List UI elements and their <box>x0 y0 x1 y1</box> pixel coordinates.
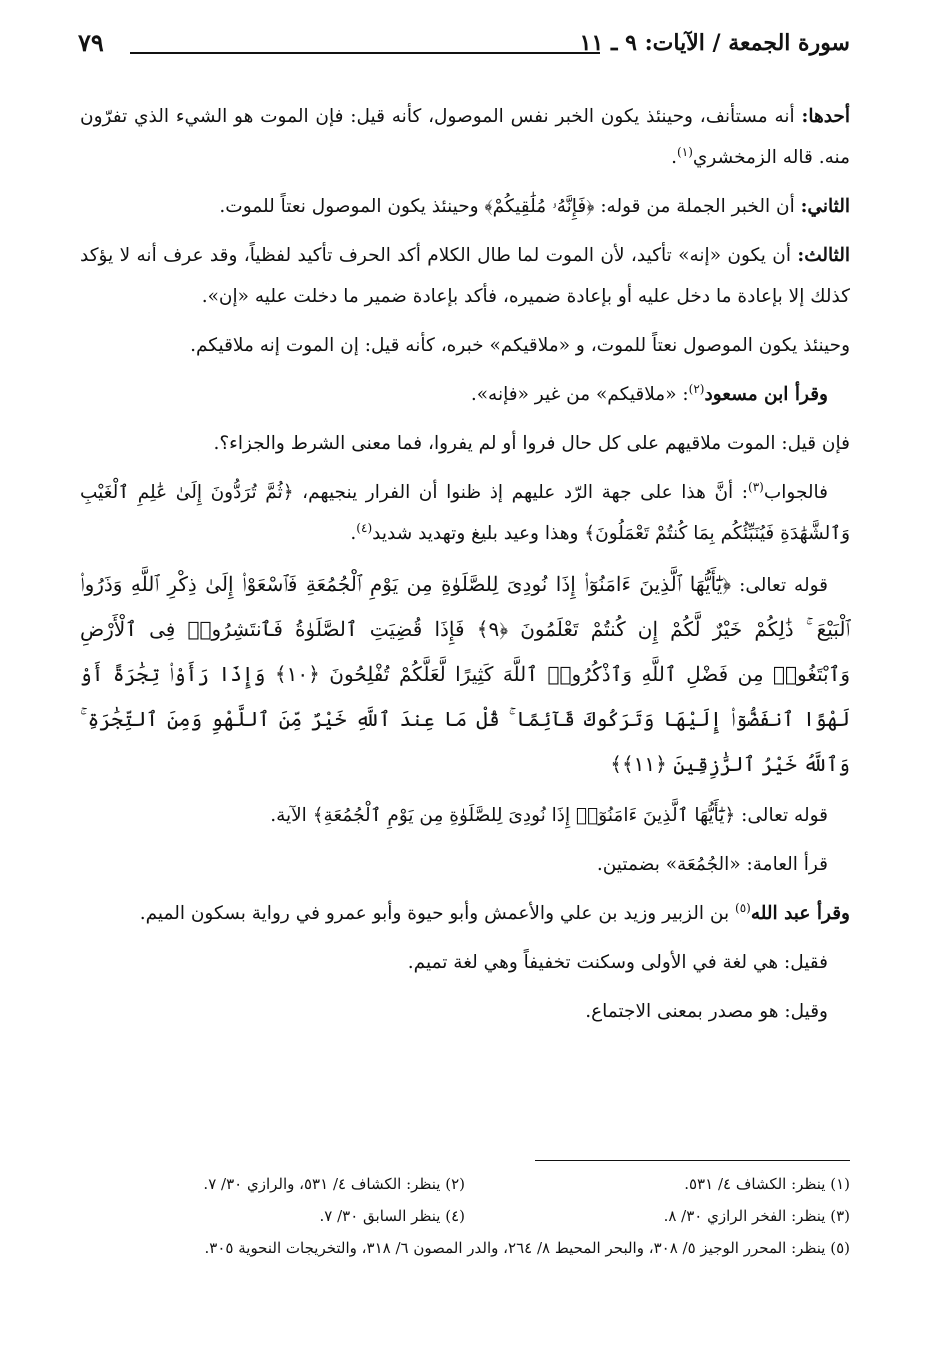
lead-word: الثالث: <box>797 245 850 266</box>
footnote-ref: (٥) <box>735 900 751 915</box>
lead-word: الثاني: <box>800 196 850 217</box>
header-rule <box>130 52 600 54</box>
footnote-row <box>80 1232 850 1264</box>
quran-verses: ﴿يَٰٓأَيُّهَا ٱلَّذِينَ ءَامَنُوٓا۟ إِذَا نُودِىَ لِلصَّلَوٰةِ مِن يَوْمِ ٱلْجُمُعَةِ فَٱسْعَوْا۟ إِلَىٰ ذِكْرِ ٱللَّهِ وَذَرُوا۟ ٱلْبَيْعَ ۚ ذَٰلِكُمْ خَيْرٌ لَّكُمْ إِن كُنتُمْ تَعْلَمُونَ ﴿٩﴾ فَإِذَا قُضِيَتِ ٱلصَّلَوٰةُ فَٱنتَشِرُوا۟ فِى ٱلْأَرْضِ وَٱبْتَغُوا۟ مِن فَضْلِ ٱللَّهِ وَٱذْكُرُوا۟ ٱللَّهَ كَثِيرًا لَّعَلَّكُمْ تُفْلِحُونَ ﴿١٠﴾ وَإِذَا رَأَوْا۟ تِجَٰرَةً أَوْ لَهْوًا ٱنفَضُّوٓا۟ إِلَيْهَا وَتَرَكُوكَ قَآئِمًا ۚ قُلْ مَا عِندَ ٱللَّهِ خَيْرٌ مِّنَ ٱللَّهْوِ وَمِنَ ٱلتِّجَٰرَةِ ۚ وَٱللَّهُ خَيْرُ ٱلرَّٰزِقِينَ ﴿١١﴾﴾ <box>80 572 851 776</box>
footnote-row <box>80 1200 850 1232</box>
paragraph-second-opinion <box>80 186 850 227</box>
paragraph-verse-citation <box>80 795 850 836</box>
paragraph-ibn-masud-reading <box>80 374 850 415</box>
paragraph-gathering-meaning <box>80 991 850 1032</box>
footnote-3: (٣) ينظر: الفخر الرازي ٣٠/ ٨. <box>663 1207 850 1225</box>
paragraph-end: . <box>671 147 678 168</box>
footnote-ref: (٤) <box>356 520 373 535</box>
paragraph-text: أن الخبر الجملة من قوله: ﴿فَإِنَّهُۥ مُلَٰقِيكُمْ﴾ وحينئذ يكون الموصول نعتاً للموت. <box>219 196 801 217</box>
footnote-4: (٤) ينظر السابق ٣٠/ ٧. <box>319 1207 465 1225</box>
paragraph-text: قوله تعالى: ﴿يَٰٓأَيُّهَا ٱلَّذِينَ ءَامَنُوٓا۟ إِذَا نُودِىَ لِلصَّلَوٰةِ مِن يَوْمِ ٱلْجُمُعَةِ﴾ الآية. <box>270 805 828 826</box>
footnote-5: (٥) ينظر: المحرر الوجيز ٥/ ٣٠٨، والبحر المحيط ٨/ ٢٦٤، والدر المصون ٦/ ٣١٨، والتخريجات النحوية ٣٠٥. <box>204 1239 850 1257</box>
footnote-ref: (١) <box>677 144 693 159</box>
paragraph-text: قرأ العامة: «الجُمُعَة» بضمتين. <box>596 854 828 875</box>
paragraph-abdullah-reading <box>80 893 850 934</box>
paragraph-question <box>80 423 850 464</box>
paragraph-end: . <box>350 523 357 544</box>
verse-intro: قوله تعالى: <box>731 575 829 596</box>
footnote-1: (١) ينظر: الكشاف ٤/ ٥٣١. <box>684 1175 850 1193</box>
paragraph-text: وقيل: هو مصدر بمعنى الاجتماع. <box>585 1001 828 1022</box>
paragraph-text: أنه مستأنف، وحينئذ يكون الخبر نفس الموصول، كأنه قيل: فإن الموت هو الشيء الذي تفرّون منه. قاله الزمخشري <box>80 106 850 168</box>
paragraph-verses <box>80 562 850 787</box>
page-number: ٧٩ <box>78 28 104 57</box>
paragraph-text: فالجواب <box>763 482 828 503</box>
paragraph-text: وحينئذ يكون الموصول نعتاً للموت، و «ملاقيكم» خبره، كأنه قيل: إن الموت إنه ملاقيكم. <box>190 335 850 356</box>
lead-word: وقرأ عبد الله <box>750 903 850 924</box>
paragraph-text: فإن قيل: الموت ملاقيهم على كل حال فروا أو لم يفروا، فما معنى الشرط والجزاء؟. <box>213 433 850 454</box>
paragraph-tamim-dialect <box>80 942 850 983</box>
paragraph-text: بن الزبير وزيد بن علي والأعمش وأبو حيوة وأبو عمرو في رواية بسكون الميم. <box>139 903 735 924</box>
lead-word: أحدها: <box>801 106 850 127</box>
paragraph-consequence <box>80 325 850 366</box>
paragraph-common-reading <box>80 844 850 885</box>
main-text <box>80 96 850 1040</box>
header-title: سورة الجمعة / الآيات: ٩ ـ ١١ <box>579 30 850 56</box>
paragraph-third-opinion <box>80 235 850 317</box>
paragraph-text: فقيل: هي لغة في الأولى وسكنت تخفيفاً وهي لغة تميم. <box>407 952 828 973</box>
paragraph-text: : «ملاقيكم» من غير «فإنه». <box>470 384 689 405</box>
footnote-2: (٢) ينظر: الكشاف ٤/ ٥٣١، والرازي ٣٠/ ٧. <box>203 1175 465 1193</box>
lead-word: وقرأ ابن مسعود <box>704 384 828 405</box>
paragraph-first-opinion <box>80 96 850 178</box>
running-header <box>78 30 850 70</box>
footnotes <box>80 1168 850 1264</box>
paragraph-text: أن يكون «إنه» تأكيد، لأن الموت لما طال الكلام أكد الحرف تأكيد لفظياً، وقد عرف أنه لا يؤكد كذلك إلا بإعادة ما دخل عليه أو بإعادة ضميره، فأكد بإعادة ضمير ما دخلت عليه «إن». <box>80 245 850 307</box>
paragraph-text: : أنَّ هذا على جهة الرّد عليهم إذ ظنوا أن الفرار ينجيهم، ﴿ثُمَّ تُرَدُّونَ إِلَىٰ عَٰلِمِ ٱلْغَيْبِ وَٱلشَّهَٰدَةِ فَيُنَبِّئُكُم بِمَا كُنتُمْ تَعْمَلُونَ﴾ وهذا وعيد بليغ وتهديد شديد <box>80 482 850 544</box>
footnote-ref: (٣) <box>748 479 764 494</box>
paragraph-answer <box>80 472 850 554</box>
footnote-row <box>80 1168 850 1200</box>
footnote-ref: (٢) <box>688 381 705 396</box>
footnote-separator <box>535 1160 850 1161</box>
